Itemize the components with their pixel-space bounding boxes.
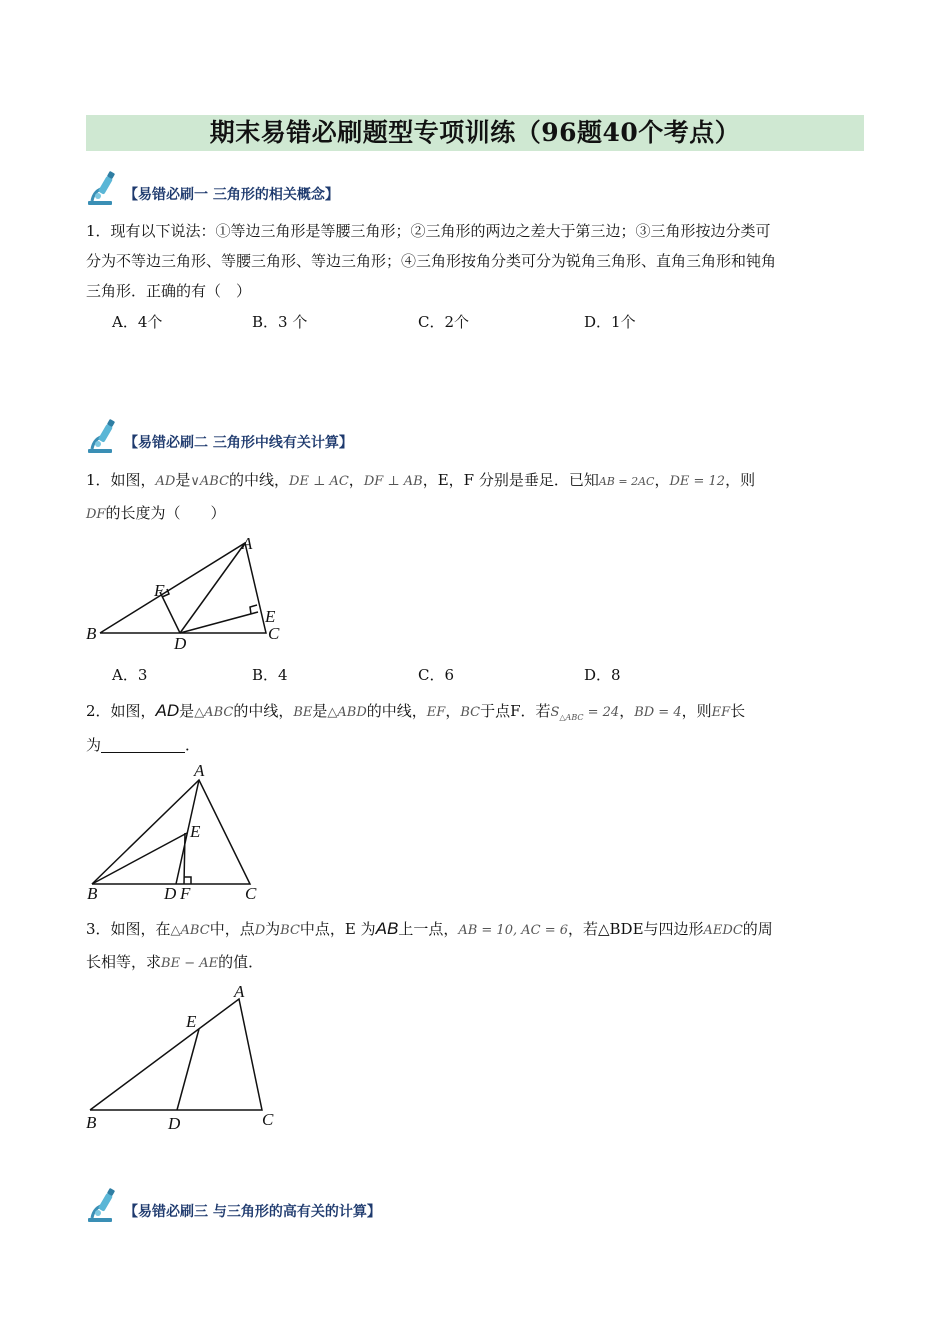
q3-text: 于点F．若 xyxy=(480,702,551,720)
q4-math-be-minus-ae: BE − AE xyxy=(161,956,219,971)
section-label-1: 【易错必刷一 三角形的相关概念】 xyxy=(124,187,339,203)
q2-option-d: D．8 xyxy=(584,666,621,684)
label-d: D xyxy=(168,1114,181,1133)
label-b: B xyxy=(86,1113,97,1132)
q3-text: 的中线， xyxy=(233,702,294,720)
label-f: F xyxy=(180,884,191,903)
q4-text: 长相等，求 xyxy=(86,953,162,971)
q3-math-sub: △ABC xyxy=(559,713,584,722)
q1-option-c: C．2个 xyxy=(418,313,470,331)
q1-option-a: A．4个 xyxy=(112,313,163,331)
segment-de xyxy=(180,612,258,633)
label-c: C xyxy=(245,884,257,903)
figure-q3 xyxy=(86,762,276,902)
q3-math-abd: △ABD xyxy=(327,705,367,720)
microscope-icon xyxy=(86,170,122,206)
q2-math-abc: ∨ABC xyxy=(190,474,230,489)
label-e: E xyxy=(190,822,201,841)
q2-math-de-perp-ac: DE ⊥ AC xyxy=(289,474,349,489)
q3-text: ， xyxy=(619,702,635,720)
section-label-2: 【易错必刷二 三角形中线有关计算】 xyxy=(124,435,353,451)
q2-math-de-12: DE = 12 xyxy=(669,474,726,489)
section-label-3: 【易错必刷三 与三角形的高有关的计算】 xyxy=(124,1204,381,1220)
q3-math-ef: EF xyxy=(711,705,731,720)
q3-math-bd-4: BD = 4 xyxy=(634,705,682,720)
section-header-1 xyxy=(86,170,339,206)
microscope-icon xyxy=(86,418,122,454)
label-e: E xyxy=(186,1012,197,1031)
q2-math-ad: AD xyxy=(155,474,176,489)
q1-line-2: 分为不等边三角形、等腰三角形、等边三角形；④三角形按角分类可分为锐角三角形、直角三角形和钝角 xyxy=(86,252,777,270)
q4-math-values: AB = 10, AC = 6 xyxy=(458,923,568,938)
q1-line-3: 三角形．正确的有（ ） xyxy=(86,282,252,300)
q4-math-aedc: AEDC xyxy=(703,923,743,938)
figure-q4 xyxy=(84,980,294,1136)
segment-de xyxy=(177,1029,199,1110)
q4-text: 3．如图，在 xyxy=(86,920,171,938)
q3-math-bc: BC xyxy=(460,705,481,720)
q3-math-be: BE xyxy=(293,705,313,720)
q4-text: 的值． xyxy=(218,953,264,971)
q3-math-ad: AD xyxy=(155,701,180,720)
q2-math-df-perp-ab: DF ⊥ AB xyxy=(363,474,423,489)
q1-option-d: D．1个 xyxy=(584,313,636,331)
q2-option-b: B．4 xyxy=(252,666,288,684)
q2-text: ， xyxy=(654,471,670,489)
figure-q2 xyxy=(82,534,292,654)
q3-line-2 xyxy=(86,730,864,760)
q4-math-d: D xyxy=(254,923,266,938)
label-c: C xyxy=(268,624,280,643)
triangle-abc xyxy=(92,780,250,884)
label-d: D xyxy=(164,884,177,903)
label-d: D xyxy=(174,634,187,653)
q2-line-2 xyxy=(86,498,864,530)
q3-text: 2．如图， xyxy=(86,702,156,720)
q2-text: 的中线， xyxy=(229,471,290,489)
label-f: F xyxy=(154,581,165,600)
median-ad xyxy=(180,543,245,633)
q3-line-1 xyxy=(86,696,864,733)
right-angle-f xyxy=(184,877,191,884)
q3-math-s: S xyxy=(550,705,560,720)
q3-text: ，则 xyxy=(681,702,712,720)
q3-text: 长 xyxy=(730,702,746,720)
q4-math-abc: △ABC xyxy=(170,923,210,938)
q2-option-c: C．6 xyxy=(418,666,455,684)
q3-text: ， xyxy=(445,702,461,720)
q2-option-a: A．3 xyxy=(112,666,148,684)
label-b: B xyxy=(86,624,97,643)
q2-math-df: DF xyxy=(86,507,106,522)
median-be xyxy=(92,833,187,884)
q2-math-ab-2ac: AB = 2AC xyxy=(598,475,655,488)
q4-text: 的周 xyxy=(742,920,773,938)
q4-text: 为 xyxy=(265,920,281,938)
q4-text: 上一点， xyxy=(398,920,459,938)
label-a: A xyxy=(234,982,245,1001)
q4-math-bc: BC xyxy=(280,923,300,938)
q2-line-1 xyxy=(86,465,864,497)
q3-text: 是 xyxy=(312,702,328,720)
q3-math-abc: △ABC xyxy=(194,705,234,720)
page-title: 期末易错必刷题型专项训练（96题40个考点） xyxy=(209,118,741,147)
section-header-3 xyxy=(86,1187,381,1223)
answer-blank[interactable] xyxy=(101,734,185,753)
q2-text: ，则 xyxy=(725,471,756,489)
q4-text: 中点，E 为 xyxy=(299,920,376,938)
q3-text: 的中线， xyxy=(366,702,427,720)
microscope-icon xyxy=(86,1187,122,1223)
label-a: A xyxy=(242,534,253,553)
section-header-2 xyxy=(86,418,353,454)
q3-math-24: = 24 xyxy=(583,705,620,720)
q3-text: ． xyxy=(185,736,201,754)
q2-text: ，E，F 分别是垂足．已知 xyxy=(422,471,599,489)
label-e: E xyxy=(265,607,276,626)
label-b: B xyxy=(87,884,98,903)
triangle-abc xyxy=(100,543,266,633)
q2-text: ， xyxy=(348,471,364,489)
q4-line-2 xyxy=(86,947,864,979)
q2-text: 的长度为（ ） xyxy=(105,504,226,522)
q2-text: 是 xyxy=(175,471,191,489)
q1-line-1: 1．现有以下说法：①等边三角形是等腰三角形；②三角形的两边之差大于第三边；③三角形按边分类可 xyxy=(86,222,771,240)
q3-text: 为 xyxy=(86,736,102,754)
label-a: A xyxy=(194,761,205,780)
q4-math-ab: AB xyxy=(375,919,399,938)
q4-text: 中，点 xyxy=(209,920,255,938)
q3-text: 是 xyxy=(179,702,195,720)
q4-text: ，若△BDE与四边形 xyxy=(568,920,704,938)
q1-option-b: B．3 个 xyxy=(252,313,308,331)
triangle-abc xyxy=(90,999,262,1110)
q4-line-1 xyxy=(86,914,864,946)
q2-text: 1．如图， xyxy=(86,471,156,489)
label-c: C xyxy=(262,1110,274,1129)
q3-math-ef: EF xyxy=(426,705,446,720)
